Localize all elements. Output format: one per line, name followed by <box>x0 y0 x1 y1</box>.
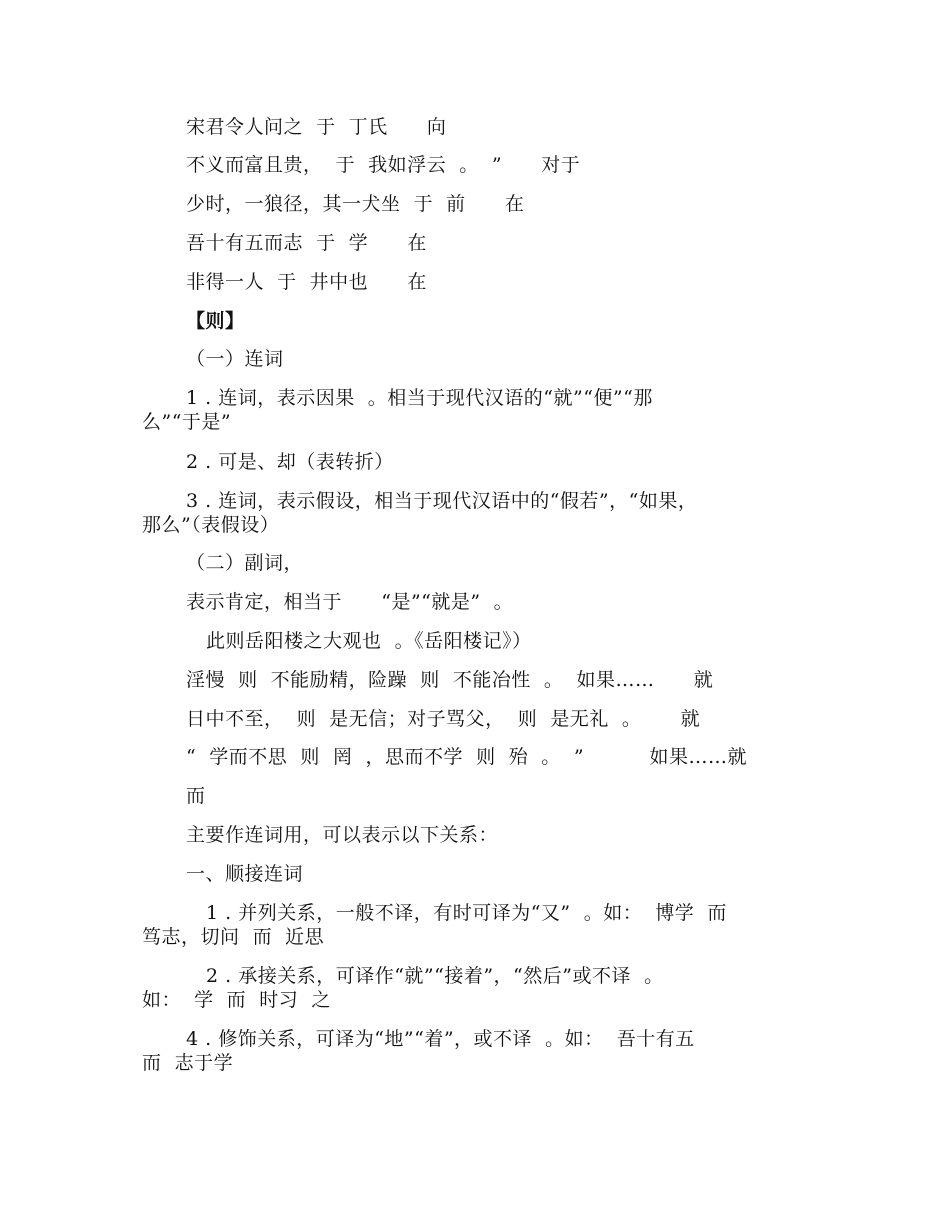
text-line: 如： 学 而 时习 之 <box>142 989 331 1011</box>
text-line: 主要作连词用，可以表示以下关系： <box>186 824 499 846</box>
text-line: 宋君令人问之 于 丁氏 向 <box>186 116 447 138</box>
text-line: “ 学而不思 则 罔 ，思而不学 则 殆 。 ” 如果……就 <box>186 746 747 768</box>
text-line: 那么”（表假设） <box>142 514 280 536</box>
text-line: 非得一人 于 井中也 在 <box>186 271 427 293</box>
text-line: 2 . 可是、却（表转折） <box>186 451 394 473</box>
section-heading: 【则】 <box>186 310 245 332</box>
text-line: 2 . 承接关系，可译作“就”“接着”，“然后”或不译 。 <box>206 965 664 987</box>
text-line: 淫慢 则 不能励精，险躁 则 不能冶性 。 如果…… 就 <box>186 669 714 691</box>
subsection-heading: （二）副词， <box>186 552 304 574</box>
section-heading: 而 <box>186 785 206 807</box>
subsection-heading: 一、顺接连词 <box>186 863 304 885</box>
text-line: 表示肯定，相当于 “是”“就是” 。 <box>186 591 514 613</box>
text-line: 此则岳阳楼之大观也 。《岳阳楼记》） <box>206 630 532 652</box>
text-line: 少时，一狼径，其一犬坐 于 前 在 <box>186 193 525 215</box>
text-line: 1 . 并列关系，一般不译，有时可译为“又” 。如： 博学 而 <box>206 902 727 924</box>
text-line: 吾十有五而志 于 学 在 <box>186 232 427 254</box>
text-line: 不义而富且贵， 于 我如浮云 。 ” 对于 <box>186 154 581 176</box>
text-line: 么”“于是” <box>142 411 232 433</box>
subsection-heading: （一）连词 <box>186 348 284 370</box>
text-line: 3 . 连词，表示假设，相当于现代汉语中的“假若”，“如果， <box>186 490 698 512</box>
text-line: 4 . 修饰关系，可译为“地”“着”，或不译 。如： 吾十有五 <box>186 1028 695 1050</box>
text-line: 笃志，切问 而 近思 <box>142 926 325 948</box>
text-line: 日中不至， 则 是无信；对子骂父， 则 是无礼 。 就 <box>186 708 701 730</box>
text-line: 1 . 连词，表示因果 。相当于现代汉语的“就”“便”“那 <box>186 387 653 409</box>
text-line: 而 志于学 <box>142 1052 234 1074</box>
